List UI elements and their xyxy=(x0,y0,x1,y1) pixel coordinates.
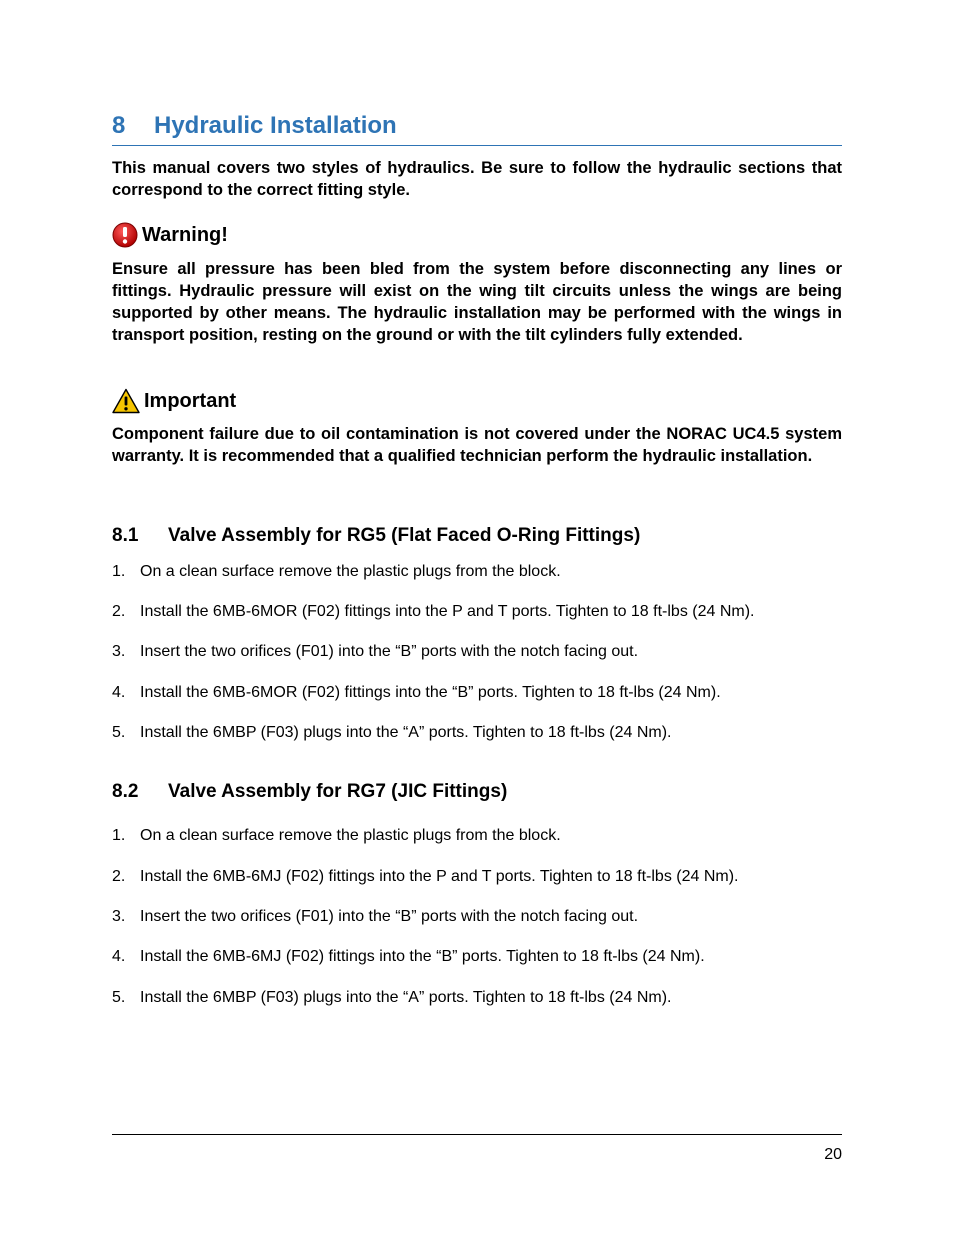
step-number: 2. xyxy=(112,868,126,885)
step-text: Insert the two orifices (F01) into the “B” ports with the notch facing out. xyxy=(140,643,639,660)
subsection-number: 8.1 xyxy=(112,525,139,546)
subsection-title: Valve Assembly for RG5 (Flat Faced O-Ring Fittings) xyxy=(168,525,641,546)
list-item xyxy=(112,988,842,1008)
list-item xyxy=(112,683,842,703)
step-text: Install the 6MB-6MOR (F02) fittings into the “B” ports. Tighten to 18 ft-lbs (24 Nm). xyxy=(140,684,721,701)
step-number: 4. xyxy=(112,948,126,965)
list-item xyxy=(112,826,842,846)
intro-paragraph: This manual covers two styles of hydraulics. Be sure to follow the hydraulic sections that correspond to the correct fitting style. xyxy=(112,159,842,199)
page-number: 20 xyxy=(824,1146,842,1163)
warning-text: Ensure all pressure has been bled from the system before disconnecting any lines or fittings. Hydraulic pressure will exist on the wing tilt circuits unless the wings are being supported by other means. The hydraulic installation may be performed with the wings in transport position, resting on the ground or with the tilt cylinders fully extended. xyxy=(112,260,842,344)
step-number: 1. xyxy=(112,827,126,844)
step-text: On a clean surface remove the plastic plugs from the block. xyxy=(140,563,561,580)
section-number: 8 xyxy=(112,112,126,139)
step-number: 3. xyxy=(112,643,126,660)
step-number: 1. xyxy=(112,563,126,580)
exclamation-circle-icon xyxy=(112,222,138,248)
subsection-heading-8-1 xyxy=(112,525,640,547)
important-heading xyxy=(112,388,236,414)
step-number: 4. xyxy=(112,684,126,701)
step-text: Install the 6MBP (F03) plugs into the “A” ports. Tighten to 18 ft-lbs (24 Nm). xyxy=(140,989,672,1006)
important-title: Important xyxy=(144,389,237,412)
warning-title: Warning! xyxy=(142,223,228,246)
section-title: Hydraulic Installation xyxy=(154,112,397,139)
list-item xyxy=(112,642,842,662)
step-number: 5. xyxy=(112,989,126,1006)
step-text: Install the 6MBP (F03) plugs into the “A” ports. Tighten to 18 ft-lbs (24 Nm). xyxy=(140,724,672,741)
list-item xyxy=(112,867,842,887)
step-number: 2. xyxy=(112,603,126,620)
warning-heading xyxy=(112,222,228,248)
subsection-number: 8.2 xyxy=(112,781,139,802)
list-item xyxy=(112,907,842,927)
step-number: 5. xyxy=(112,724,126,741)
step-text: Install the 6MB-6MOR (F02) fittings into the P and T ports. Tighten to 18 ft-lbs (24 Nm). xyxy=(140,603,755,620)
list-item xyxy=(112,602,842,622)
step-text: Install the 6MB-6MJ (F02) fittings into the “B” ports. Tighten to 18 ft-lbs (24 Nm). xyxy=(140,948,705,965)
step-text: On a clean surface remove the plastic plugs from the block. xyxy=(140,827,561,844)
step-text: Install the 6MB-6MJ (F02) fittings into the P and T ports. Tighten to 18 ft-lbs (24 Nm). xyxy=(140,868,739,885)
step-number: 3. xyxy=(112,908,126,925)
important-text: Component failure due to oil contamination is not covered under the NORAC UC4.5 system warranty. It is recommended that a qualified technician perform the hydraulic installation. xyxy=(112,425,842,465)
section-heading xyxy=(112,112,842,146)
subsection-heading-8-2 xyxy=(112,781,507,803)
footer-divider xyxy=(112,1134,842,1135)
warning-triangle-icon xyxy=(112,388,140,414)
subsection-title: Valve Assembly for RG7 (JIC Fittings) xyxy=(168,781,508,802)
list-item xyxy=(112,562,842,582)
list-item xyxy=(112,723,842,743)
list-item xyxy=(112,947,842,967)
step-text: Insert the two orifices (F01) into the “B” ports with the notch facing out. xyxy=(140,908,639,925)
